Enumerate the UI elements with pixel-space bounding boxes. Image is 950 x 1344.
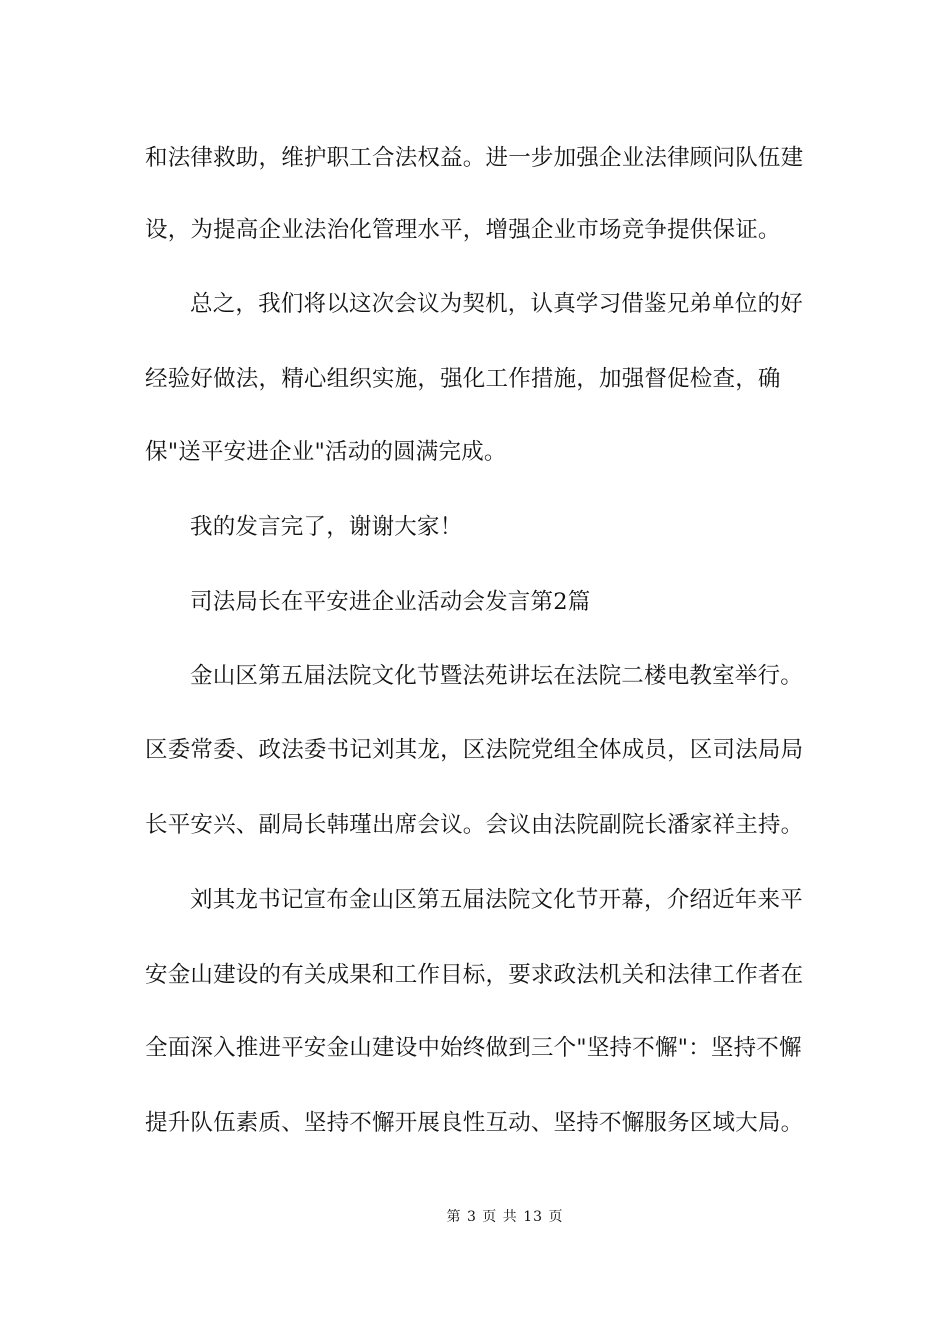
section-heading: 司法局长在平安进企业活动会发言第2篇 — [190, 589, 591, 615]
text-line: 长平安兴、副局长韩瑾出席会议。会议由法院副院长潘家祥主持。 — [145, 812, 804, 838]
text-line: 提升队伍素质、坚持不懈开展良性互动、坚持不懈服务区域大局。 — [145, 1110, 804, 1136]
paragraph-start-line: 金山区第五届法院文化节暨法苑讲坛在法院二楼电教室举行。 — [190, 663, 803, 689]
text-line: 区委常委、政法委书记刘其龙，区法院党组全体成员，区司法局局 — [145, 737, 804, 763]
text-line: 安金山建设的有关成果和工作目标，要求政法机关和法律工作者在 — [145, 962, 804, 988]
page-number-footer: 第 3 页 共 13 页 — [446, 1209, 564, 1225]
paragraph-start-line: 我的发言完了，谢谢大家！ — [190, 514, 463, 540]
text-line: 和法律救助，维护职工合法权益。进一步加强企业法律顾问队伍建 — [145, 145, 804, 171]
paragraph-start-line: 刘其龙书记宣布金山区第五届法院文化节开幕，介绍近年来平 — [190, 887, 803, 913]
text-line: 设，为提高企业法治化管理水平，增强企业市场竞争提供保证。 — [145, 217, 781, 243]
paragraph-start-line: 总之，我们将以这次会议为契机，认真学习借鉴兄弟单位的好 — [190, 291, 803, 317]
text-line: 经验好做法，精心组织实施，强化工作措施，加强督促检查，确 — [145, 366, 781, 392]
text-line: 全面深入推进平安金山建设中始终做到三个"坚持不懈"：坚持不懈 — [145, 1035, 802, 1061]
text-line: 保"送平安进企业"活动的圆满完成。 — [145, 439, 507, 465]
